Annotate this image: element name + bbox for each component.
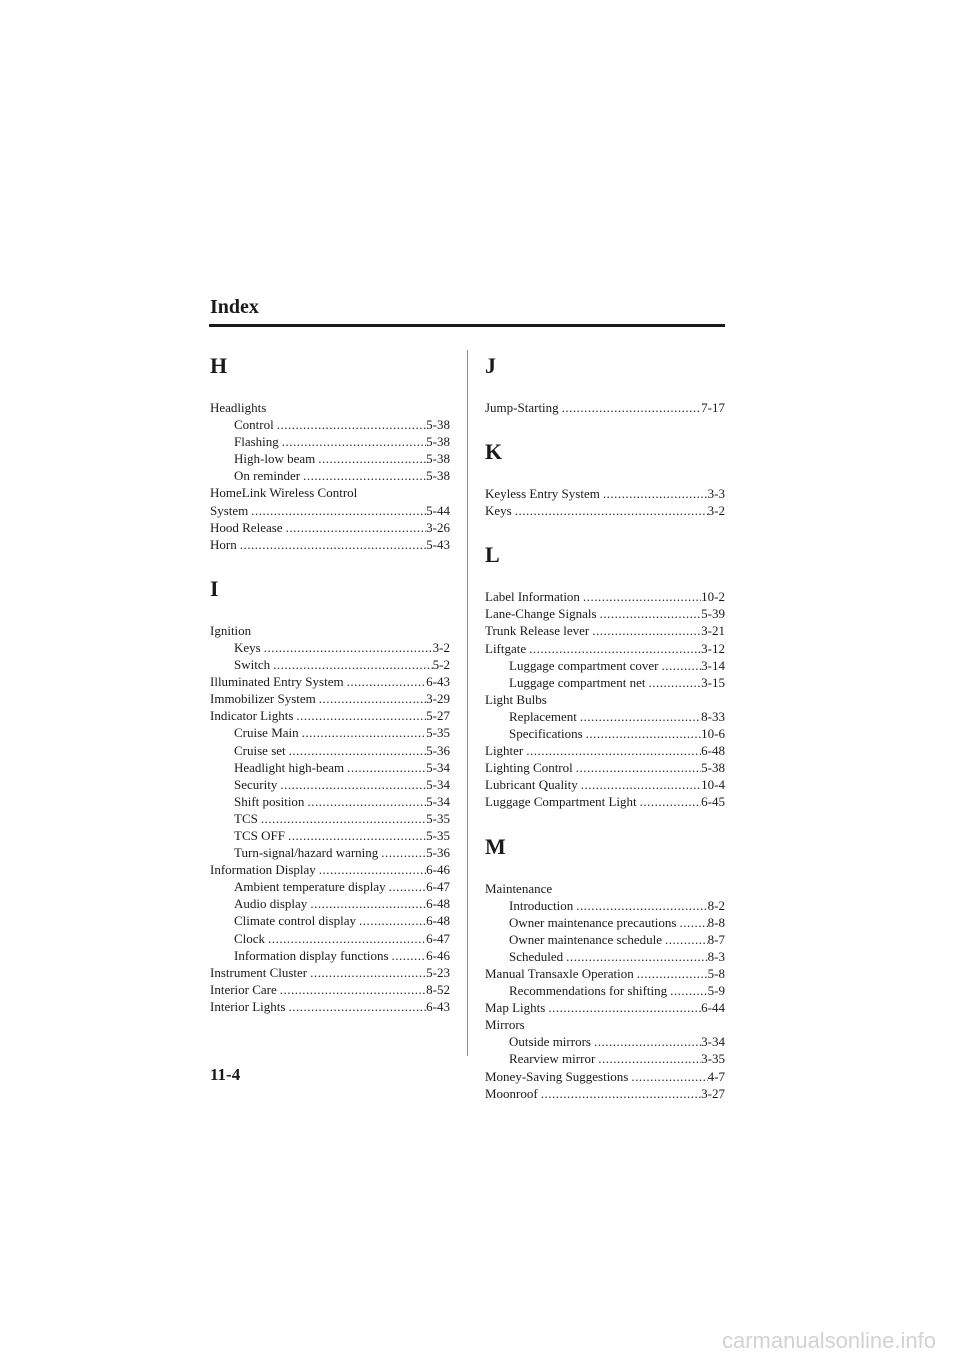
entry-label: Information Display: [210, 862, 316, 878]
dot-leader: [277, 981, 426, 998]
entry-label: Climate control display: [234, 913, 357, 929]
index-entry: [485, 880, 725, 897]
entry-page: 3-34: [701, 1034, 725, 1050]
entry-label: TCS OFF: [234, 827, 285, 843]
index-subentry: [485, 1033, 725, 1050]
index-subentry: [210, 416, 450, 433]
entry-label: Immobilizer System: [210, 691, 316, 707]
index-entry: [210, 622, 450, 639]
entry-page: 5-2: [432, 657, 450, 673]
dot-leader: [274, 416, 426, 433]
dot-leader: [573, 759, 701, 776]
entry-label: Luggage compartment cover: [509, 657, 659, 673]
entry-label: Light Bulbs: [485, 691, 547, 707]
entry-label: Rearview mirror: [509, 1051, 596, 1067]
dot-leader: [676, 914, 707, 931]
entry-label: Hood Release: [210, 519, 283, 535]
index-entry: [485, 793, 725, 810]
dot-leader: [285, 827, 426, 844]
entry-label: Control: [234, 417, 274, 433]
dot-leader: [563, 948, 708, 965]
entry-page: 5-36: [426, 845, 450, 861]
entry-label: Ambient temperature display: [234, 879, 386, 895]
entry-label: Illuminated Entry System: [210, 674, 344, 690]
entry-label: Headlights: [210, 400, 267, 415]
dot-leader: [279, 433, 426, 450]
entry-label: Introduction: [509, 897, 574, 913]
entry-page: 6-47: [426, 879, 450, 895]
index-entry: [210, 484, 450, 501]
entry-page: 3-3: [707, 486, 725, 502]
index-entry: [485, 622, 725, 639]
dot-leader: [526, 640, 701, 657]
entry-label: Keys: [485, 503, 512, 519]
entry-label: Owner maintenance precautions: [509, 914, 677, 930]
dot-leader: [512, 502, 708, 519]
entry-label: Label Information: [485, 589, 580, 605]
entry-label: Keyless Entry System: [485, 486, 600, 502]
index-entry: [485, 605, 725, 622]
dot-leader: [600, 485, 708, 502]
entry-page: 5-38: [426, 451, 450, 467]
entry-label: Moonroof: [485, 1085, 538, 1101]
entry-page: 5-38: [426, 434, 450, 450]
entry-page: 5-34: [426, 776, 450, 792]
entry-page: 3-26: [426, 519, 450, 535]
entry-page: 8-3: [707, 948, 725, 964]
index-subentry: [210, 878, 450, 895]
entry-label: Jump-Starting: [485, 400, 559, 415]
entry-page: 8-2: [707, 897, 725, 913]
entry-page: 4-7: [707, 1068, 725, 1084]
index-subentry: [485, 1050, 725, 1067]
entry-list: [485, 399, 725, 416]
entry-page: 8-7: [707, 931, 725, 947]
entry-label: Interior Care: [210, 981, 277, 997]
entry-label: Liftgate: [485, 640, 527, 656]
index-subentry: [210, 433, 450, 450]
dot-leader: [248, 502, 426, 519]
dot-leader: [261, 639, 433, 656]
dot-leader: [578, 776, 701, 793]
entry-label: Maintenance: [485, 880, 553, 896]
dot-leader: [258, 810, 426, 827]
entry-page: 3-2: [432, 639, 450, 655]
entry-page: 6-46: [426, 862, 450, 878]
dot-leader: [316, 861, 426, 878]
dot-leader: [597, 605, 702, 622]
dot-leader: [265, 930, 426, 947]
index-entry: [485, 502, 725, 519]
index-entry: [210, 981, 450, 998]
entry-label: Instrument Cluster: [210, 964, 308, 980]
index-subentry: [485, 674, 725, 691]
entry-page: 10-2: [701, 589, 725, 605]
index-subentry: [210, 467, 450, 484]
entry-page: 6-48: [426, 913, 450, 929]
dot-leader: [356, 912, 426, 929]
index-column-left: [210, 352, 450, 1037]
entry-list: [210, 622, 450, 1015]
entry-label: Information display functions: [234, 947, 389, 963]
entry-page: 10-6: [701, 726, 725, 742]
entry-page: 5-35: [426, 810, 450, 826]
index-subentry: [485, 725, 725, 742]
entry-page: 6-44: [701, 1000, 725, 1016]
entry-page: 6-45: [701, 794, 725, 810]
entry-label: Scheduled: [509, 948, 564, 964]
entry-label: Money-Saving Suggestions: [485, 1068, 629, 1084]
dot-leader: [637, 793, 702, 810]
dot-leader: [344, 673, 427, 690]
index-entry: [485, 1016, 725, 1033]
index-subentry: [485, 657, 725, 674]
entry-label: Indicator Lights: [210, 708, 294, 724]
dot-leader: [595, 1050, 701, 1067]
entry-page: 10-4: [701, 777, 725, 793]
dot-leader: [285, 998, 426, 1015]
index-subentry: [210, 827, 450, 844]
entry-page: 5-34: [426, 793, 450, 809]
entry-label: System: [210, 502, 249, 518]
entry-page: 3-14: [701, 657, 725, 673]
entry-page: 5-9: [707, 983, 725, 999]
entry-label: Outside mirrors: [509, 1034, 591, 1050]
index-entry: [210, 964, 450, 981]
entry-label: Security: [234, 776, 278, 792]
dot-leader: [344, 759, 426, 776]
section-letter: J: [485, 353, 496, 378]
entry-label: Lighter: [485, 743, 524, 759]
entry-page: 3-15: [701, 674, 725, 690]
section-letter: K: [485, 439, 503, 465]
index-subentry: [210, 912, 450, 929]
entry-label: Lighting Control: [485, 760, 573, 776]
entry-page: 6-43: [426, 998, 450, 1014]
entry-label: HomeLink Wireless Control: [210, 485, 358, 501]
dot-leader: [667, 982, 708, 999]
dot-leader: [559, 399, 701, 416]
index-subentry: [485, 897, 725, 914]
index-entry: [210, 536, 450, 553]
index-subentry: [210, 947, 450, 964]
index-entry: [485, 691, 725, 708]
dot-leader: [286, 742, 427, 759]
dot-leader: [299, 724, 427, 741]
entry-page: 3-35: [701, 1051, 725, 1067]
index-entry: [485, 776, 725, 793]
entry-page: 6-47: [426, 930, 450, 946]
dot-leader: [378, 844, 426, 861]
entry-page: 7-17: [701, 400, 725, 415]
index-subentry: [485, 931, 725, 948]
entry-page: 6-43: [426, 674, 450, 690]
entry-page: 5-35: [426, 725, 450, 741]
dot-leader: [283, 519, 427, 536]
dot-leader: [589, 622, 701, 639]
entry-label: Owner maintenance schedule: [509, 931, 663, 947]
watermark: carmanualsonline.info: [721, 1328, 936, 1353]
index-subentry: [210, 776, 450, 793]
entry-label: Trunk Release lever: [485, 623, 590, 639]
index-entry: [210, 707, 450, 724]
column-divider: [467, 350, 468, 1056]
index-entry: [485, 965, 725, 982]
entry-label: Ignition: [210, 622, 252, 638]
entry-page: 6-46: [426, 947, 450, 963]
entry-page: 8-52: [426, 981, 450, 997]
index-subentry: [485, 948, 725, 965]
entry-label: Keys: [234, 639, 261, 655]
dot-leader: [277, 776, 426, 793]
entry-label: Horn: [210, 536, 237, 552]
index-subentry: [210, 639, 450, 656]
dot-leader: [628, 1068, 707, 1085]
index-entry: [210, 519, 450, 536]
index-subentry: [210, 759, 450, 776]
entry-page: 5-8: [707, 965, 725, 981]
title-rule: [209, 324, 725, 327]
index-entry: [210, 861, 450, 878]
dot-leader: [658, 657, 701, 674]
entry-page: 5-44: [426, 502, 450, 518]
entry-list: [485, 588, 725, 810]
entry-label: Lane-Change Signals: [485, 606, 597, 622]
entry-label: Cruise set: [234, 742, 286, 758]
entry-label: Audio display: [234, 896, 308, 912]
index-subentry: [485, 708, 725, 725]
dot-leader: [591, 1033, 701, 1050]
entry-label: Recommendations for shifting: [509, 983, 668, 999]
section-letter: M: [485, 833, 506, 859]
index-entry: [485, 399, 725, 416]
entry-page: 8-33: [701, 708, 725, 724]
entry-page: 6-48: [701, 743, 725, 759]
entry-label: Replacement: [509, 708, 577, 724]
entry-label: Switch: [234, 657, 271, 673]
dot-leader: [583, 725, 702, 742]
index-entry: [485, 742, 725, 759]
entry-label: Luggage Compartment Light: [485, 794, 637, 810]
index-entry: [485, 485, 725, 502]
entry-page: 8-8: [707, 914, 725, 930]
entry-page: 3-12: [701, 640, 725, 656]
entry-label: Shift position: [234, 793, 305, 809]
entry-page: 6-48: [426, 896, 450, 912]
entry-page: 5-23: [426, 964, 450, 980]
entry-page: 5-38: [426, 417, 450, 433]
index-entry: [210, 690, 450, 707]
entry-list: [485, 485, 725, 519]
dot-leader: [304, 793, 426, 810]
entry-page: 3-29: [426, 691, 450, 707]
entry-page: 3-27: [701, 1085, 725, 1101]
page-number: 11-4: [210, 1065, 241, 1084]
index-subentry: [210, 656, 450, 673]
section-letter: L: [485, 542, 500, 568]
entry-label: Map Lights: [485, 1000, 546, 1016]
entry-page: 5-43: [426, 536, 450, 552]
index-subentry: [210, 844, 450, 861]
dot-leader: [293, 707, 426, 724]
index-entry: [485, 1068, 725, 1085]
dot-leader: [389, 947, 427, 964]
index-entry: [485, 640, 725, 657]
entry-page: 5-27: [426, 708, 450, 724]
dot-leader: [386, 878, 427, 895]
index-subentry: [210, 724, 450, 741]
index-subentry: [210, 450, 450, 467]
entry-label: Luggage compartment net: [509, 674, 646, 690]
entry-page: 5-38: [701, 760, 725, 776]
dot-leader: [237, 536, 426, 553]
dot-leader: [307, 895, 426, 912]
entry-label: Turn-signal/hazard warning: [234, 845, 379, 861]
dot-leader: [580, 588, 701, 605]
entry-label: On reminder: [234, 468, 301, 484]
index-entry: [485, 999, 725, 1016]
entry-page: 5-36: [426, 742, 450, 758]
entry-list: [485, 880, 725, 1102]
entry-label: Cruise Main: [234, 725, 299, 741]
dot-leader: [315, 450, 426, 467]
entry-label: TCS: [234, 810, 258, 826]
dot-leader: [538, 1085, 701, 1102]
page-title: Index: [210, 296, 259, 318]
index-entry: [210, 673, 450, 690]
dot-leader: [523, 742, 701, 759]
index-entry: [485, 588, 725, 605]
dot-leader: [573, 897, 707, 914]
dot-leader: [545, 999, 701, 1016]
entry-label: Headlight high-beam: [234, 759, 345, 775]
index-subentry: [485, 914, 725, 931]
entry-list: [210, 399, 450, 553]
entry-page: 3-21: [701, 623, 725, 639]
entry-label: Clock: [234, 930, 266, 946]
entry-label: Specifications: [509, 726, 583, 742]
dot-leader: [270, 656, 433, 673]
entry-label: Lubricant Quality: [485, 777, 578, 793]
index-subentry: [485, 982, 725, 999]
entry-label: Manual Transaxle Operation: [485, 965, 634, 981]
dot-leader: [577, 708, 701, 725]
section-letter: H: [210, 353, 228, 378]
entry-label: Interior Lights: [210, 998, 286, 1014]
entry-page: 5-34: [426, 759, 450, 775]
index-column-right: [485, 352, 725, 1124]
entry-page: 3-2: [707, 503, 725, 519]
entry-label: High-low beam: [234, 451, 316, 467]
dot-leader: [645, 674, 701, 691]
index-entry: [210, 399, 450, 416]
entry-page: 5-39: [701, 606, 725, 622]
index-subentry: [210, 895, 450, 912]
dot-leader: [316, 690, 426, 707]
index-entry: [485, 1085, 725, 1102]
section-letter: I: [210, 575, 219, 601]
index-entry: [485, 759, 725, 776]
dot-leader: [634, 965, 708, 982]
dot-leader: [300, 467, 426, 484]
entry-label: Mirrors: [485, 1017, 525, 1033]
index-entry: [210, 502, 450, 519]
index-entry: [210, 998, 450, 1015]
dot-leader: [307, 964, 426, 981]
entry-page: 5-38: [426, 468, 450, 484]
entry-page: 5-35: [426, 827, 450, 843]
entry-label: Flashing: [234, 434, 279, 450]
index-subentry: [210, 810, 450, 827]
index-subentry: [210, 930, 450, 947]
index-subentry: [210, 742, 450, 759]
index-subentry: [210, 793, 450, 810]
dot-leader: [662, 931, 708, 948]
